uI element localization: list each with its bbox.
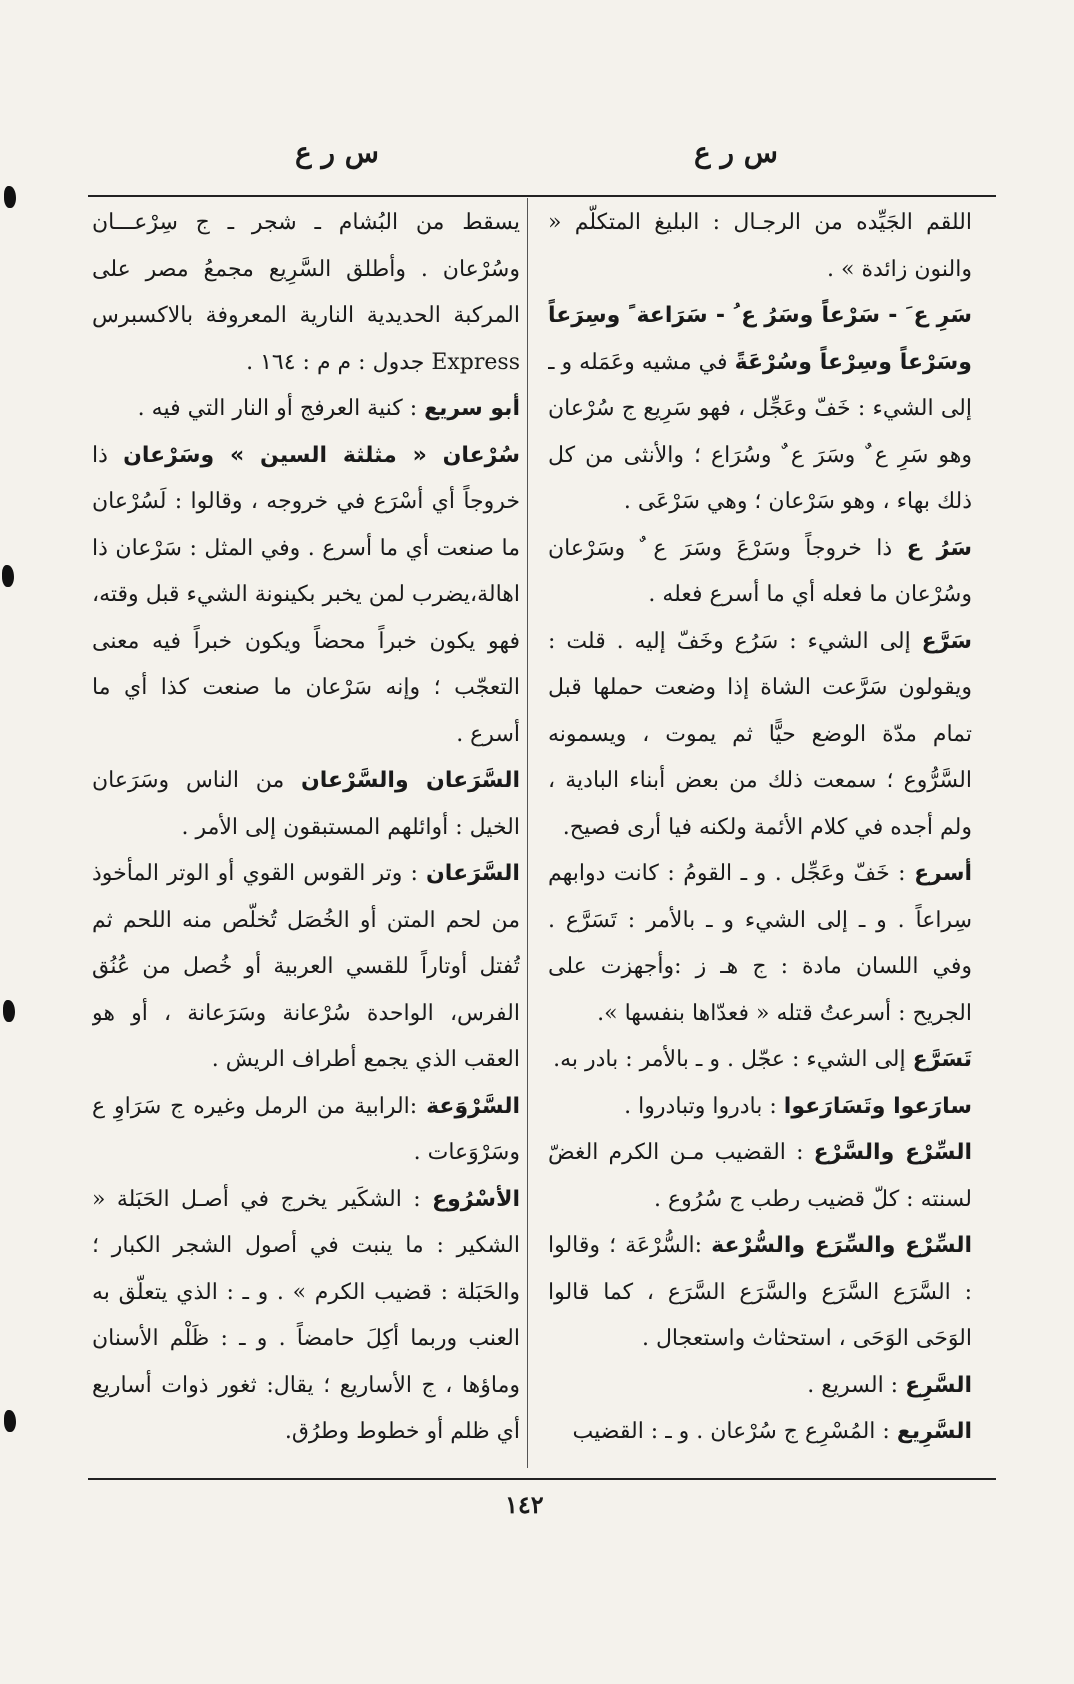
entry-definition: إلى الشيء : سَرُع وخَفّ إليه . قلت : ويقولون سَرَّعت الشاة إذا وضعت حملها قبل تمام مدّة الوضع حيًّا ثم يموت ، ويسمونه السَّرُّوع ؛ سمعت ذلك من بعض أبناء البادية ، ولم أجده في كلام الأئمة ولكنه فيا أرى فصيح. <box>548 628 972 840</box>
dictionary-entry <box>548 1130 972 1223</box>
entry-definition: : خَفّ وعَجِّل . و ـ القومُ : كانت دوابهم سِراعاً . و ـ إلى الشيء و ـ بالأمر : تَسَرَّع . وفي اللسان مادة : ج هـ ز :وأجهزت على الجريح : أسرعتُ قتله « فعدّاها بنفسها ». <box>548 861 972 1026</box>
entry-headword: الأسْرُوع <box>432 1186 520 1212</box>
dictionary-entry <box>92 851 520 1084</box>
entry-headword: السِّرْع والسِّرَع والسُّرْعة <box>711 1233 972 1258</box>
dictionary-entry <box>548 200 972 293</box>
entry-definition: ذا خروجاً وسَرْعَ وسَرَ ع ٌ وسَرْعان وسُرْعان ما فعله أي ما أسرع فعله . <box>548 535 972 607</box>
entry-definition: : المُسْرِع ج سُرْعان . و ـ : القضيب <box>572 1419 890 1444</box>
dictionary-entry <box>92 386 520 433</box>
entry-definition: اللقم الجَيِّده من الرجـال : البليغ المتكلّم « والنون زائدة » . <box>548 210 972 282</box>
right-column <box>548 200 972 1470</box>
entry-headword: سُرْعان « مثلثة السين » وسَرْعان <box>123 442 520 468</box>
entry-headword: السَّرَعان <box>426 861 520 886</box>
dictionary-entry <box>548 851 972 1037</box>
dictionary-entry <box>92 1177 520 1456</box>
scan-mark <box>4 186 16 208</box>
entry-definition: : الشكَير يخرج في أصـل الحَبَلة « الشكير : ما ينبت في أصول الشجر الكبار ؛ والحَبَلة : قضيب الكرم » . و ـ : الذي يتعلّق به العنب وربما أكِلَ حامضاً . و ـ : ظَلْم الأسنان وماؤها ، ج الأساريع ؛ يقال: ثغور ذوات أساريع أي ظلم أو خطوط وطرُق. <box>92 1186 520 1444</box>
entry-definition: في مشيه وعَمَله و ـ إلى الشيء : خَفّ وعَجِّل ، فهو سَرِيع ج سُرْعان وهو سَرِ ع ٌ وسَرَ ع ٌ وسُرَاع ؛ والأنثى من كل ذلك بهاء ، وهو سَرْعان ؛ وهي سَرْعَى . <box>548 349 972 514</box>
dictionary-entry <box>548 293 972 526</box>
entry-definition: : كنية العرفج أو النار التي فيه . <box>137 396 418 421</box>
page-number: ١٤٢ <box>505 1490 544 1519</box>
entry-definition: من الناس وسَرَعان الخيل : أوائلهم المستبقون إلى الأمر . <box>92 768 520 840</box>
dictionary-entry <box>548 526 972 619</box>
entry-definition: : السريع . <box>807 1372 899 1398</box>
header-right-root: س ر ع <box>694 136 778 169</box>
entry-headword: سَرِ ع َ - سَرْعاً وسَرُ ع ُ - سَرَاعة ً وسِرَعاً وسَرْعاً وسِرْعاً وسُرْعَةً <box>548 303 972 375</box>
entry-headword: أبو سريع <box>424 396 520 421</box>
dictionary-entry <box>548 1037 972 1084</box>
entry-definition: : القضيب مـن الكرم الغضّ لسنته : كلّ قضيب رطب ج سُرُوع . <box>548 1140 972 1212</box>
entry-definition: يسقط من البُشام ـ شجر ـ ج سِرْعـــان وسُرْعان . وأطلق السَّرِيع مجمعُ مصر على المركبة الحديدية النارية المعروفة بالاكسبرس Express جدول : م م : ١٦٤ . <box>92 210 520 375</box>
header-rule <box>88 195 996 197</box>
footer-rule <box>88 1478 996 1480</box>
dictionary-entry <box>92 433 520 759</box>
dictionary-entry <box>92 758 520 851</box>
entry-headword: السَّرْوَعة <box>426 1093 520 1119</box>
entry-definition: ذا خروجاً أي أسْرَع في خروجه ، وقالوا : لَسُرْعان ما صنعت أي ما أسرع . وفي المثل : سَرْعان ذا اهالة،يضرب لمن يخبر بكينونة الشيء قبل وقته، فهو يكون خبراً محضاً ويكون خبراً فيه معنى التعجّب ؛ وإنه سَرْعان ما صنعت كذا أي ما أسرع . <box>92 442 520 747</box>
entry-headword: السِّرْع والسَّرْع <box>813 1140 972 1165</box>
entry-headword: تَسَرَّع <box>912 1047 972 1072</box>
entry-definition: :السُّرْعَة ؛ وقالوا : السَّرَع السَّرَع والسَّرَع السَّرَع ، كما قالوا الوَحَى الوَحَى ، استحثاث واستعجال . <box>548 1233 972 1351</box>
scan-mark <box>2 565 14 587</box>
entry-headword: سارَعوا وتَسَارَعوا <box>783 1093 972 1119</box>
dictionary-entry <box>548 1223 972 1363</box>
dictionary-entry <box>548 1363 972 1410</box>
entry-headword: سَرُ ع <box>906 535 972 561</box>
entry-headword: السَّرِع <box>905 1372 972 1398</box>
entry-definition: : بادروا وتبادروا . <box>624 1093 777 1119</box>
header-left-root: س ر ع <box>295 136 379 169</box>
left-column <box>92 200 520 1470</box>
column-separator <box>527 198 528 1468</box>
dictionary-entry <box>92 1084 520 1177</box>
dictionary-entry <box>92 200 520 386</box>
entry-definition: :الرابية من الرمل وغيره ج سَرَاوِ ع وسَرْوَعات . <box>92 1093 520 1165</box>
entry-headword: السَّرَعان والسَّرْعان <box>301 768 520 793</box>
entry-definition: إلى الشيء : عجّل . و ـ بالأمر : بادر به. <box>553 1047 906 1072</box>
entry-definition: : وتر القوس القوي أو الوتر المأخوذ من لحم المتن أو الخُصَل تُخلّص منه اللحم ثم تُفتل أوتاراً للقسي العربية أو خُصل من عُنُق الفرس، الواحدة سُرْعانة وسَرَعانة ، أو هو العقب الذي يجمع أطراف الريش . <box>92 861 520 1072</box>
scan-mark <box>4 1410 16 1432</box>
entry-headword: السَّرِيع <box>896 1419 972 1444</box>
dictionary-entry <box>548 1084 972 1131</box>
dictionary-entry <box>548 1409 972 1456</box>
dictionary-entry <box>548 619 972 852</box>
scan-mark <box>3 1000 15 1022</box>
entry-headword: أسرع <box>914 861 972 886</box>
entry-headword: سَرَّع <box>921 628 972 654</box>
